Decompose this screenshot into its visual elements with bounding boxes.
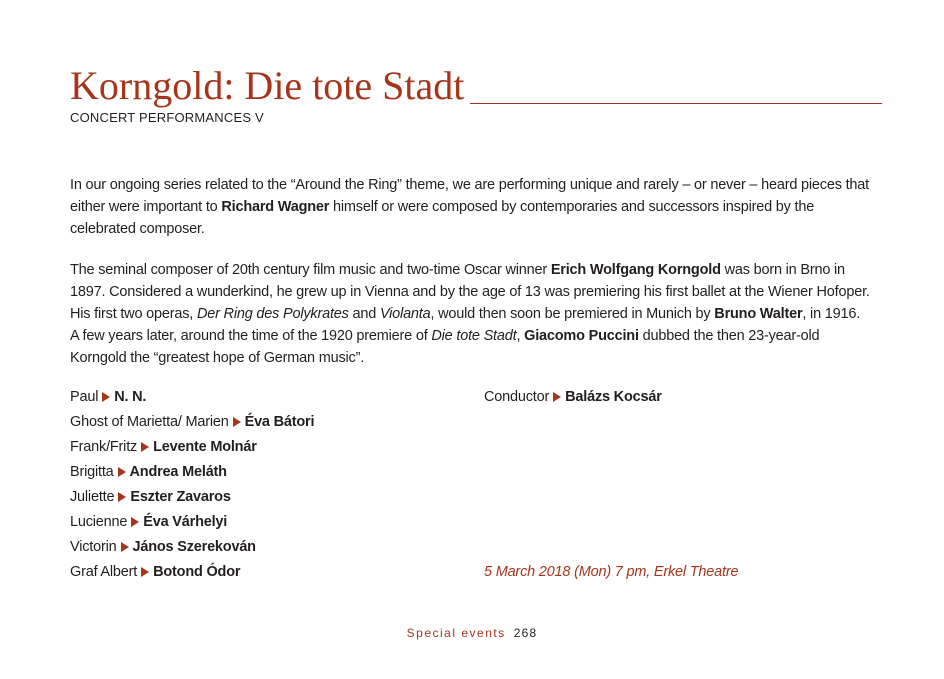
triangle-arrow-right-icon	[553, 392, 561, 402]
triangle-arrow-right-icon	[233, 417, 241, 427]
role-label: Frank/Fritz	[70, 439, 138, 455]
page-number: 268	[513, 626, 538, 640]
cast-row	[70, 435, 314, 460]
triangle-arrow-right-icon	[131, 517, 139, 527]
text-span: himself or were composed by contemporaries and successors inspired by the celebrated composer.	[70, 199, 815, 237]
performer-name: Andrea Meláth	[129, 464, 227, 480]
cast-row	[70, 485, 314, 510]
text-span: , would then soon be premiered in Munich by	[430, 306, 715, 322]
cast-row	[70, 460, 314, 485]
role-label: Victorin	[70, 539, 117, 555]
role-label: Ghost of Marietta/ Marien	[70, 414, 229, 430]
cast-list	[70, 385, 314, 585]
role-label: Conductor	[484, 389, 550, 405]
performer-name: N. N.	[114, 389, 147, 405]
role-label: Graf Albert	[70, 564, 138, 580]
text-span: dubbed the then 23-year-old Korngold the “greatest hope of German music”.	[70, 328, 820, 366]
text-span: was born in Brno in 1897. Considered a wunderkind, he grew up in Vienna and by the age of 13 was premiering his first ballet at the Wiener Hofoper. His first two operas,	[70, 262, 870, 322]
cast-row	[70, 410, 314, 435]
title-divider	[470, 103, 882, 104]
triangle-arrow-right-icon	[141, 442, 149, 452]
text-span: ,	[516, 328, 525, 344]
performer-name: János Szerekován	[132, 539, 256, 555]
triangle-arrow-right-icon	[141, 567, 149, 577]
page-title: Korngold: Die tote Stadt	[70, 63, 465, 108]
triangle-arrow-right-icon	[121, 542, 129, 552]
role-label: Paul	[70, 389, 99, 405]
triangle-arrow-right-icon	[118, 467, 126, 477]
work-title: Der Ring des Polykrates	[196, 306, 349, 322]
highlight-name: Giacomo Puccini	[524, 328, 639, 344]
title-row	[70, 64, 882, 108]
page-footer	[0, 626, 944, 640]
cast-row	[70, 535, 314, 560]
conductor-name: Balázs Kocsár	[565, 389, 662, 405]
highlight-name: Bruno Walter	[714, 306, 803, 322]
cast-row	[70, 385, 314, 410]
performer-name: Botond Ódor	[153, 564, 241, 580]
triangle-arrow-right-icon	[102, 392, 110, 402]
conductor-credit	[484, 385, 662, 410]
text-span: The seminal composer of 20th century film music and two-time Oscar winner	[70, 262, 551, 278]
highlight-name: Richard Wagner	[221, 199, 330, 215]
text-span: and	[348, 306, 380, 322]
performer-name: Levente Molnár	[153, 439, 257, 455]
text-span: In our ongoing series related to the “Around the Ring” theme, we are performing unique and rarely – or never – heard pieces that either were important to	[70, 177, 869, 215]
role-label: Brigitta	[70, 464, 114, 480]
work-title: Violanta	[379, 306, 431, 322]
biography-paragraph	[70, 259, 870, 369]
cast-row	[70, 510, 314, 535]
role-label: Lucienne	[70, 514, 128, 530]
work-title: Die tote Stadt	[431, 328, 517, 344]
intro-paragraph	[70, 174, 870, 240]
performer-name: Eszter Zavaros	[130, 489, 231, 505]
highlight-name: Erich Wolfgang Korngold	[550, 262, 721, 278]
page-subtitle: CONCERT PERFORMANCES V	[70, 110, 264, 125]
role-label: Juliette	[70, 489, 115, 505]
performance-date: 5 March 2018 (Mon) 7 pm, Erkel Theatre	[484, 564, 739, 580]
performer-name: Éva Bátori	[244, 414, 315, 430]
triangle-arrow-right-icon	[118, 492, 126, 502]
performer-name: Éva Várhelyi	[143, 514, 228, 530]
cast-row	[70, 560, 314, 585]
text-span: , in 1916. A few years later, around the time of the 1920 premiere of	[70, 306, 861, 344]
section-label: Special events	[406, 626, 506, 640]
